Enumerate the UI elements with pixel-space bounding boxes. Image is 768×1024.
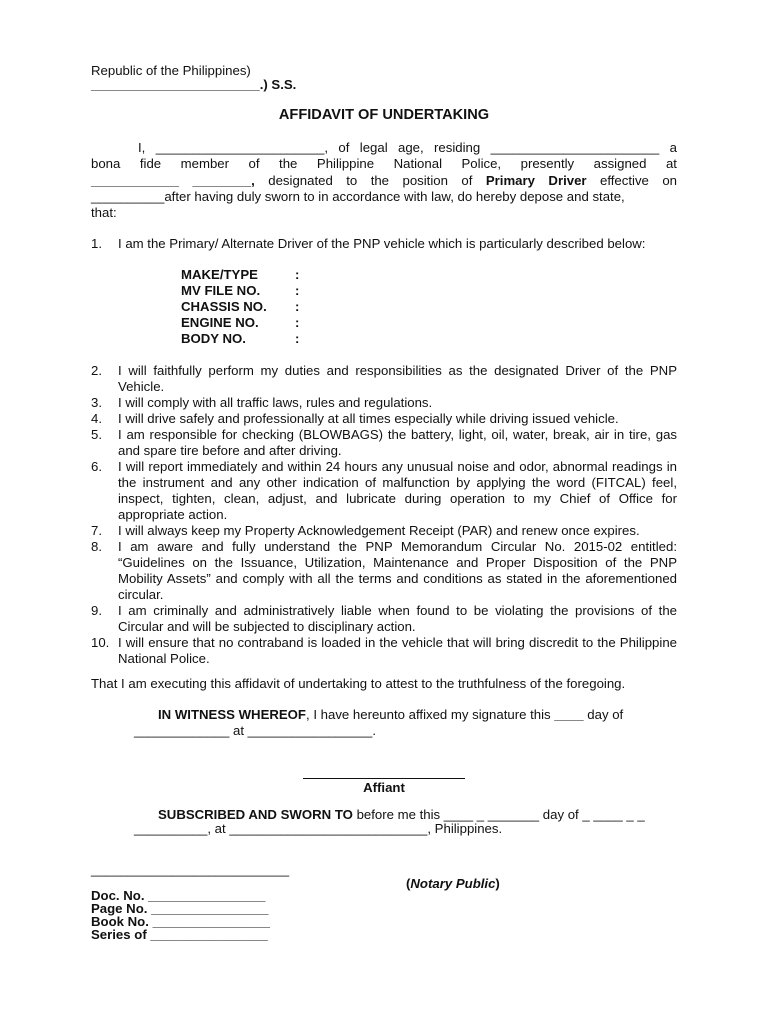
spec-row: CHASSIS NO. :: [181, 299, 300, 314]
witness-line-1: IN WITNESS WHEREOF, I have hereunto affixed my signature this ____ day of: [158, 707, 624, 722]
intro-line-5: that:: [91, 205, 117, 220]
list-item: 8. I am aware and fully understand the PNP Memorandum Circular No. 2015-02 entitled: “Guidelines on the Issuance, Utilization, Maintenance and Proper Disposition of the PNP Mobility Assets” and comply with all the terms and conditions as stated in the aforementioned circular.: [91, 539, 677, 602]
sworn-line-2: __________, at ___________________________, Philippines.: [134, 821, 503, 836]
notary-public-label: (Notary Public): [406, 876, 500, 891]
closing-statement: That I am executing this affidavit of undertaking to attest to the truthfulness of the foregoing.: [91, 676, 626, 691]
records-signature-line: ___________________________: [91, 862, 290, 877]
spec-row: BODY NO. :: [181, 331, 300, 346]
list-item: 5. I am responsible for checking (BLOWBAGS) the battery, light, oil, water, break, air in tire, gas and spare tire before and after driving.: [91, 427, 677, 458]
undertaking-list: [91, 363, 677, 667]
intro-line-4: __________after having duly sworn to in accordance with law, do hereby depose and state,: [91, 189, 625, 204]
series-of-line: Series of ________________: [91, 927, 268, 942]
spec-row: MAKE/TYPE :: [181, 267, 300, 282]
affiant-signature-line: [303, 778, 465, 779]
sworn-line-1: SUBSCRIBED AND SWORN TO before me this ____ _ _______ day of _ ____ _ _: [158, 807, 645, 822]
affiant-label: Affiant: [363, 780, 405, 795]
ss-line: _______________________.) S.S.: [91, 77, 297, 92]
book-no-line: Book No. ________________: [91, 914, 270, 929]
intro-line-1: I, _______________________, of legal age, residing _______________________ a: [138, 140, 677, 155]
list-item: 4. I will drive safely and professionally at all times especially while driving issued vehicle.: [91, 411, 619, 426]
list-item: 7. I will always keep my Property Acknowledgement Receipt (PAR) and renew once expires.: [91, 523, 640, 538]
list-item: 6. I will report immediately and within 24 hours any unusual noise and odor, abnormal readings in the instrument and any other indication of malfunction by applying the word (FITCAL) feel, inspect, tighten, clean, adjust, and lubricate during operation to my Chief of Office for appropriate action.: [91, 459, 677, 522]
item-1-text: I am the Primary/ Alternate Driver of the PNP vehicle which is particularly described below:: [118, 236, 646, 251]
list-item: 10. I will ensure that no contraband is loaded in the vehicle that will bring discredit to the Philippine National Police.: [91, 635, 677, 666]
list-item: 2. I will faithfully perform my duties and responsibilities as the designated Driver of the PNP Vehicle.: [91, 363, 677, 394]
intro-line-2: bona fide member of the Philippine National Police, presently assigned at: [91, 156, 677, 171]
item-1-number: 1.: [91, 236, 102, 251]
republic-line: Republic of the Philippines): [91, 63, 251, 78]
doc-no-line: Doc. No. ________________: [91, 888, 266, 903]
list-item: 3. I will comply with all traffic laws, rules and regulations.: [91, 395, 433, 410]
vehicle-specs: [181, 267, 299, 347]
page-no-line: Page No. ________________: [91, 901, 269, 916]
list-item: 9. I am criminally and administratively liable when found to be violating the provisions of the Circular and will be subjected to disciplinary action.: [91, 603, 677, 634]
spec-row: ENGINE NO. :: [181, 315, 300, 330]
witness-line-2: _____________ at _________________.: [134, 723, 377, 738]
spec-row: MV FILE NO. :: [181, 283, 300, 298]
document-title: AFFIDAVIT OF UNDERTAKING: [278, 107, 490, 123]
intro-line-3: ____________ ________, designated to the position of Primary Driver effective on: [91, 173, 677, 188]
